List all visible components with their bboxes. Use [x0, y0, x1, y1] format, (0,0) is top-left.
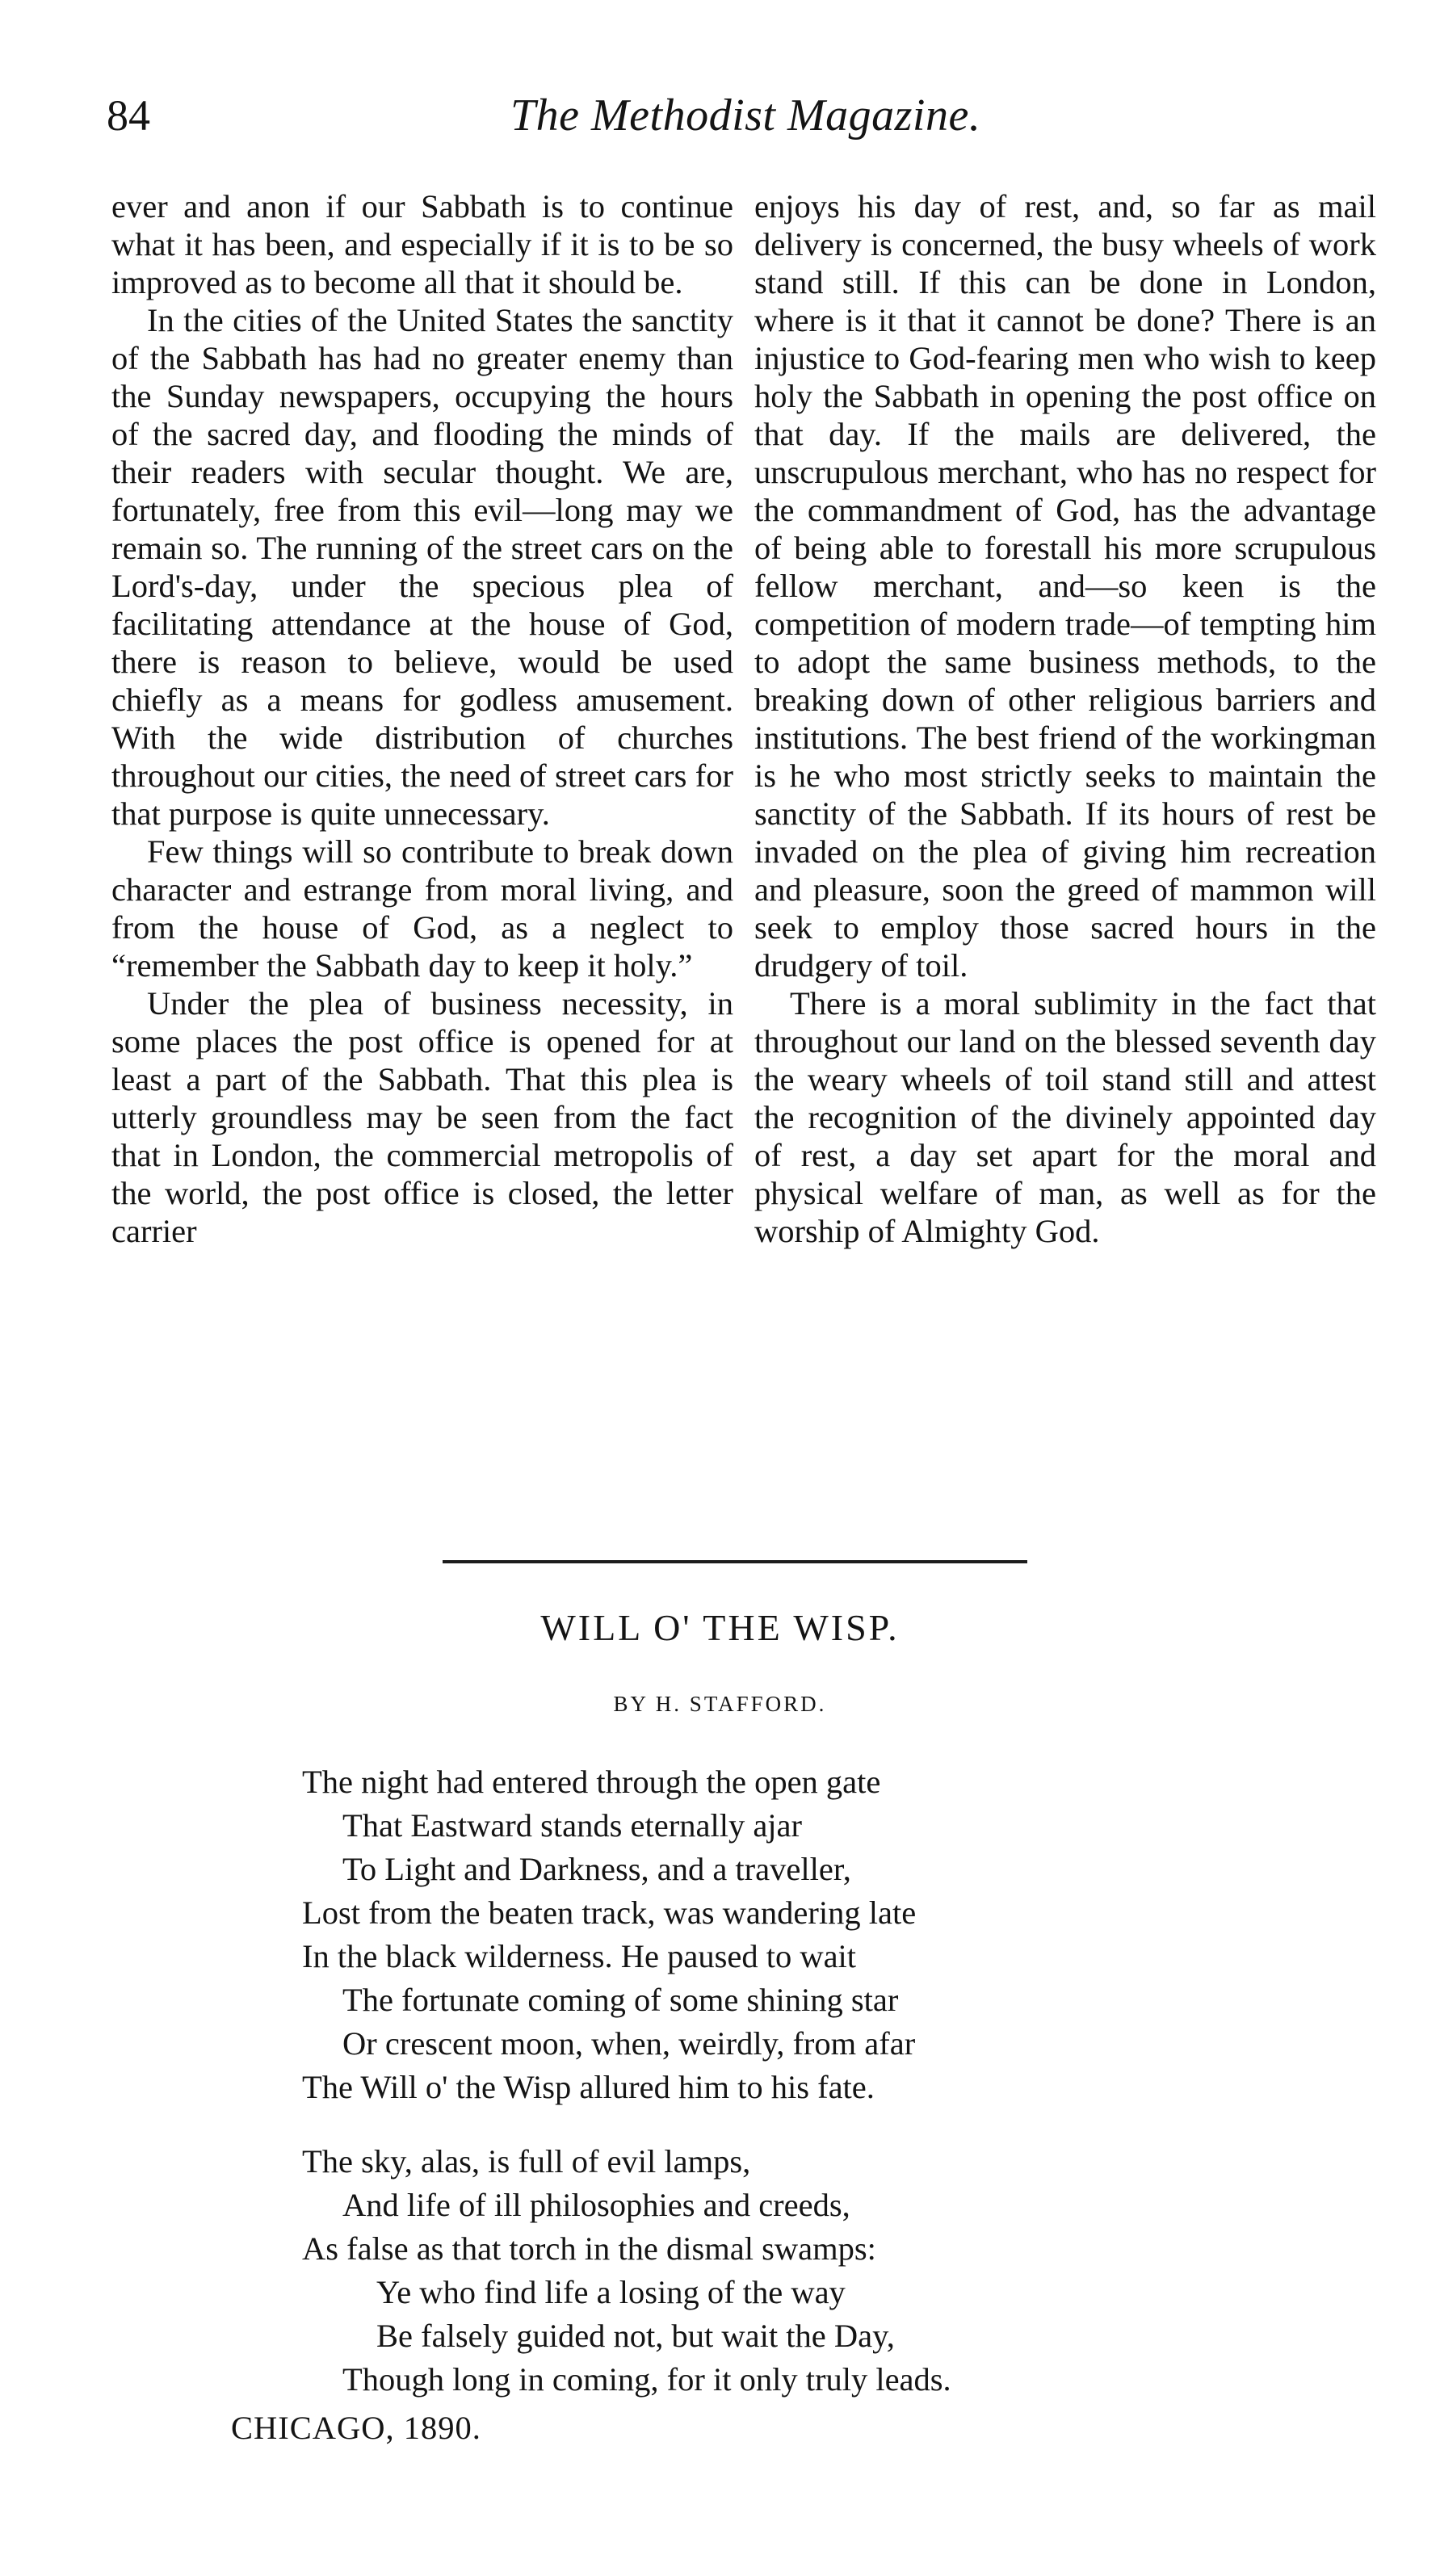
poem-line: As false as that torch in the dismal swamps: — [302, 2230, 876, 2267]
poem-title: WILL O' THE WISP. — [540, 1607, 900, 1648]
poem-line: Though long in coming, for it only truly leads. — [342, 2361, 951, 2398]
page-number: 84 — [107, 91, 150, 140]
article-right-column — [754, 187, 1376, 1250]
poem-line: Or crescent moon, when, weirdly, from afar — [342, 2025, 916, 2062]
poem-line: The fortunate coming of some shining star — [342, 1982, 899, 2018]
poem-line: The sky, alas, is full of evil lamps, — [302, 2143, 751, 2180]
poem-line: The night had entered through the open gate — [302, 1764, 881, 1800]
article-paragraph: Under the plea of business necessity, in some places the post office is opened for at least a part of the Sabbath. That this plea is utterly groundless may be seen from the fact that in London, the commercial metropolis of the world, the post office is closed, the letter carrier — [111, 985, 733, 1249]
poem-byline: BY H. STAFFORD. — [613, 1692, 827, 1716]
article-paragraph: In the cities of the United States the sanctity of the Sabbath has had no greater enemy than the Sunday newspapers, occupying the hours of the sacred day, and flooding the minds of their readers with secular thought. We are, fortunately, free from this evil—long may we remain so. The running of the street cars on the Lord's-day, under the specious plea of facilitating attendance at the house of God, there is reason to believe, would be used chiefly as a means for godless amusement. With the wide distribution of churches throughout our cities, the need of street cars for that purpose is quite unnecessary. — [111, 302, 733, 832]
article-paragraph: enjoys his day of rest, and, so far as mail delivery is concerned, the busy wheels of work stand still. If this can be done in London, where is it that it cannot be done? There is an injustice to God-fearing men who wish to keep holy the Sabbath in opening the post office on that day. If the mails are delivered, the unscrupulous merchant, who has no respect for the commandment of God, has the advantage of being able to forestall his more scrupulous fellow merchant, and—so keen is the competition of modern trade—of tempting him to adopt the same business methods, to the breaking down of other religious barriers and institutions. The best friend of the workingman is he who most strictly seeks to maintain the sanctity of the Sabbath. If its hours of rest be invaded on the plea of giving him recreation and pleasure, soon the greed of mammon will seek to employ those sacred hours in the drudgery of toil. — [754, 188, 1376, 984]
article-left-column — [111, 187, 733, 1250]
poem-line: Be falsely guided not, but wait the Day, — [376, 2318, 895, 2354]
poem-line: That Eastward stands eternally ajar — [342, 1807, 803, 1844]
page-header — [107, 87, 1367, 160]
article-paragraph: There is a moral sublimity in the fact that throughout our land on the blessed seventh day the weary wheels of toil stand still and attest the recognition of the divinely appointed day of rest, a day set apart for the moral and physical welfare of man, as well as for the worship of Almighty God. — [754, 985, 1376, 1249]
poem-stanza-1 — [302, 1760, 1190, 2109]
article-paragraph: Few things will so contribute to break down character and estrange from moral living, and from the house of God, as a neglect to “remember the Sabbath day to keep it holy.” — [111, 833, 733, 984]
section-divider — [443, 1560, 1027, 1563]
poem-line: Ye who find life a losing of the way — [376, 2274, 846, 2310]
article-paragraph: ever and anon if our Sabbath is to continue what it has been, and especially if it is to be so improved as to become all that it should be. — [111, 188, 733, 300]
poem-line: And life of ill philosophies and creeds, — [342, 2187, 850, 2223]
running-title: The Methodist Magazine. — [510, 90, 981, 141]
poem-signature: CHICAGO, 1890. — [231, 2410, 481, 2446]
poem-line: To Light and Darkness, and a traveller, — [342, 1851, 851, 1887]
poem-line: Lost from the beaten track, was wandering late — [302, 1894, 917, 1931]
poem-line: The Will o' the Wisp allured him to his fate. — [302, 2069, 875, 2105]
poem-stanza-2 — [302, 2140, 1190, 2402]
poem-line: In the black wilderness. He paused to wait — [302, 1938, 857, 1974]
